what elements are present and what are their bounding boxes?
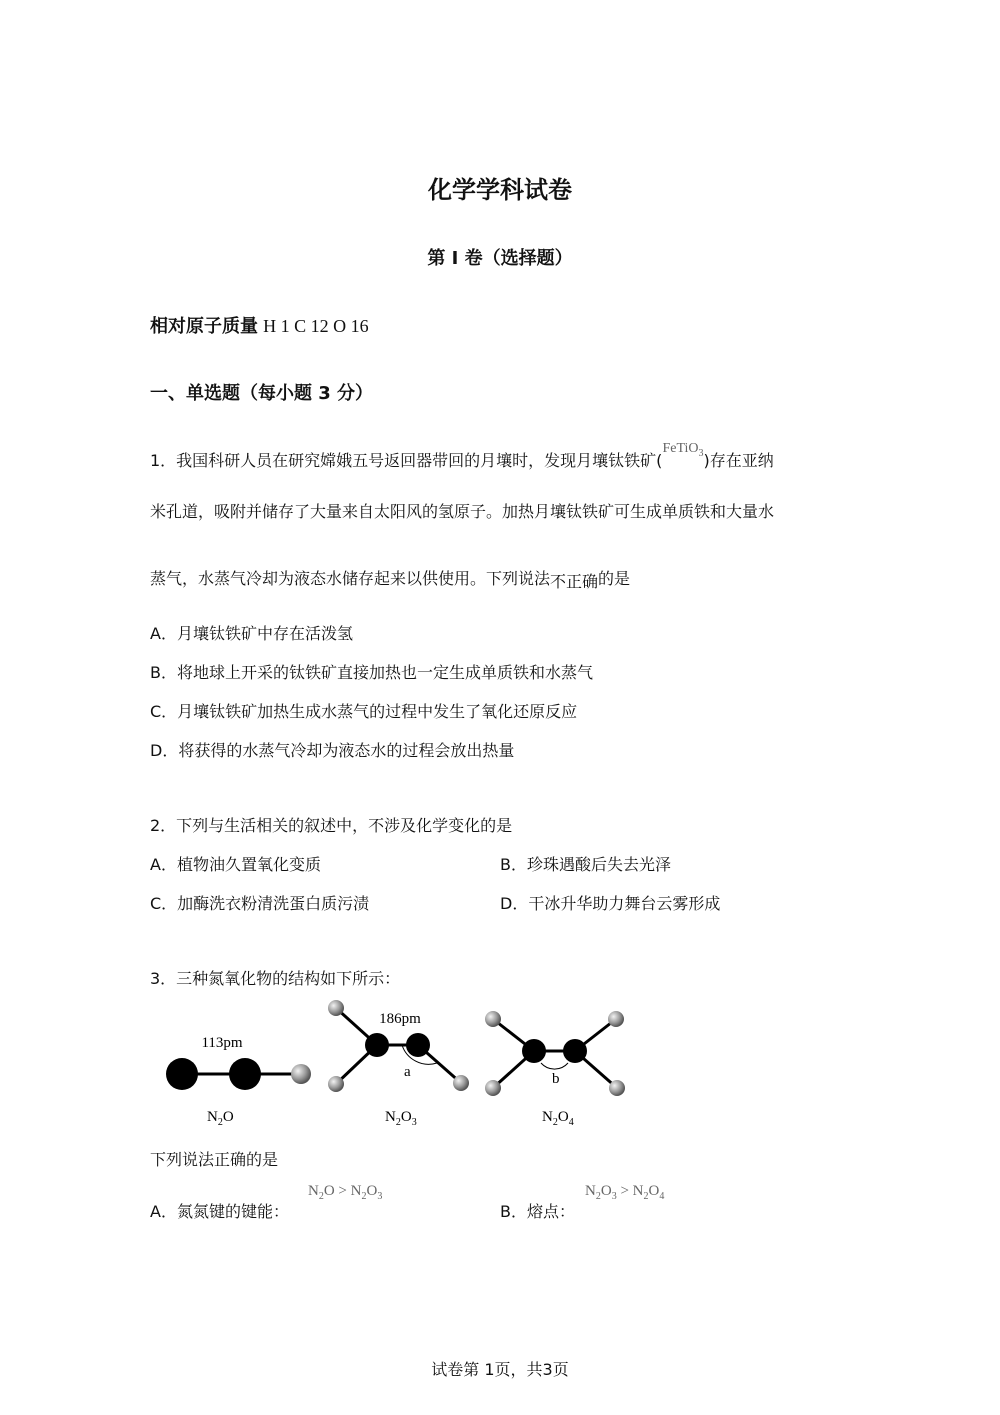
n2o-nitrogen-atom-2 (229, 1058, 261, 1090)
q3-option-a (150, 1199, 289, 1222)
q1-formula (662, 441, 704, 459)
n2o3-bond-length-label: 186pm (379, 1011, 421, 1027)
q3-stem: 3．三种氮氧化物的结构如下所示： (150, 969, 401, 988)
q2-option-d: D．干冰升华助力舞台云雾形成 (500, 894, 721, 913)
q1-line-3-pre: 蒸气，水蒸气冷却为液态水储存起来以供使用。下列说法 (150, 569, 551, 588)
page-footer: 试卷第 1页，共3页 (431, 1360, 569, 1379)
q1-line-3 (150, 566, 630, 589)
q1-option-a: A．月壤钛铁矿中存在活泼氢 (150, 624, 353, 643)
q1-line-1-post: )存在亚纳 (703, 451, 774, 470)
n2o4-oxygen-atom-2 (485, 1080, 501, 1096)
n2o4-oxygen-atom-1 (485, 1011, 501, 1027)
q1-formula-base: FeTiO (662, 441, 699, 456)
q2-option-c: C．加酶洗衣粉清洗蛋白质污渍 (150, 894, 370, 913)
q1-formula-sub: 3 (698, 447, 704, 459)
q3-option-b (500, 1199, 575, 1222)
q1-line-3-emphasis: 不正确 (550, 572, 599, 591)
q1-option-d: D．将获得的水蒸气冷却为液态水的过程会放出热量 (150, 741, 515, 760)
nitrogen-oxides-structure-figure (150, 995, 650, 1135)
q1-line-2: 米孔道，吸附并储存了大量来自太阳风的氢原子。加热月壤钛铁矿可生成单质铁和大量水 (150, 502, 775, 521)
q3-option-a-label: A．氮氮键的键能： (150, 1202, 289, 1221)
n2o-formula: $N_2O$ (207, 1109, 234, 1128)
section-heading-single-choice: 一、单选题（每小题 3 分） (150, 383, 374, 404)
n2o3-formula: $N_2O_3$ (385, 1109, 417, 1128)
q1-line-1-pre: 1．我国科研人员在研究嫦娥五号返回器带回的月壤时，发现月壤钛铁矿( (150, 451, 663, 470)
q1-line-3-post: 的是 (598, 569, 631, 588)
q1-option-b: B．将地球上开采的钛铁矿直接加热也一定生成单质铁和水蒸气 (150, 663, 593, 682)
n2o4-oxygen-atom-4 (609, 1080, 625, 1096)
n2o-molecule (166, 1058, 311, 1090)
q2-option-a: A．植物油久置氧化变质 (150, 855, 321, 874)
atomic-mass-line (150, 312, 369, 338)
n2o3-oxygen-atom-1 (328, 1000, 344, 1016)
n2o4-angle-label: b (552, 1071, 560, 1087)
q2-stem: 2．下列与生活相关的叙述中，不涉及化学变化的是 (150, 816, 513, 835)
section-subtitle: 第 I 卷（选择题） (427, 248, 573, 269)
n2o3-oxygen-atom-2 (328, 1076, 344, 1092)
n2o-oxygen-atom (291, 1064, 311, 1084)
q1-option-c: C．月壤钛铁矿加热生成水蒸气的过程中发生了氧化还原反应 (150, 702, 578, 721)
n2o-nitrogen-atom-1 (166, 1058, 198, 1090)
q3-prompt: 下列说法正确的是 (150, 1150, 279, 1169)
q2-option-b: B．珍珠遇酸后失去光泽 (500, 855, 671, 874)
n2o4-nitrogen-atom-1 (522, 1039, 546, 1063)
n2o-bond-length-label: 113pm (201, 1035, 243, 1051)
n2o3-nitrogen-atom-1 (365, 1033, 389, 1057)
q3-option-b-label: B．熔点： (500, 1202, 575, 1221)
atomic-mass-label: 相对原子质量 (150, 316, 258, 337)
page-title: 化学学科试卷 (428, 176, 572, 204)
n2o4-formula: $N_2O_4$ (542, 1109, 574, 1128)
n2o4-nitrogen-atom-2 (563, 1039, 587, 1063)
n2o3-angle-label: a (404, 1064, 411, 1080)
n2o3-oxygen-atom-3 (453, 1075, 469, 1091)
q1-line-1 (150, 441, 774, 473)
q3-option-a-formula: $N_2O > N_2O_3$ (308, 1183, 383, 1202)
q3-option-b-formula: $N_2O_3 > N_2O_4$ (585, 1183, 665, 1202)
n2o4-oxygen-atom-3 (608, 1011, 624, 1027)
atomic-mass-values: H 1 C 12 O 16 (263, 316, 369, 336)
n2o3-nitrogen-atom-2 (406, 1033, 430, 1057)
